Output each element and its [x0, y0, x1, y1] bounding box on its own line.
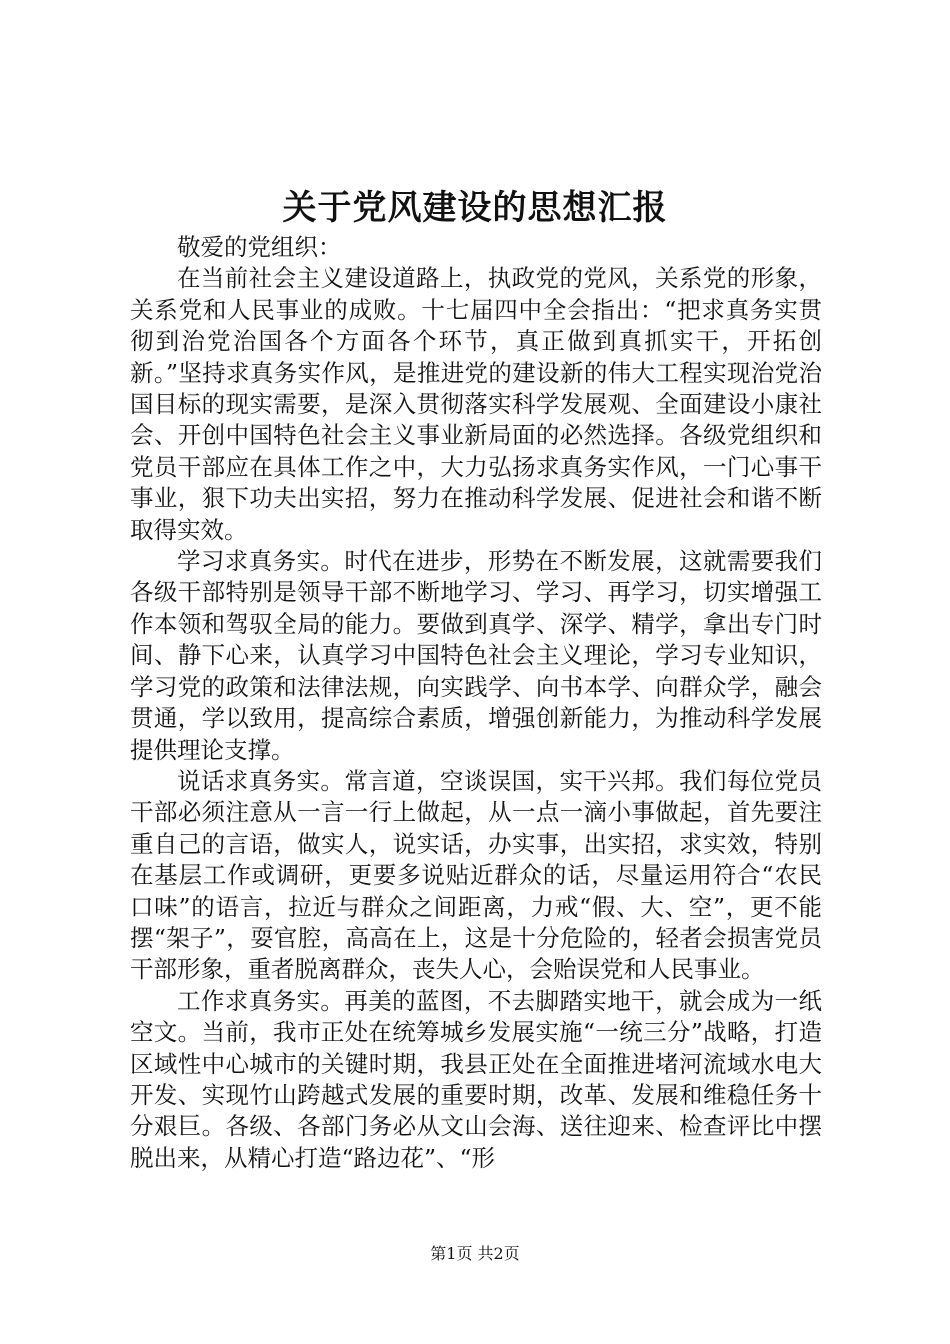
paragraph-2: 学习求真务实。时代在进步，形势在不断发展，这就需要我们各级干部特别是领导干部不断地学习、学习、再学习，切实增强工作本领和驾驭全局的能力。要做到真学、深学、精学，拿出专门时间、静下心来，认真学习中国特色社会主义理论，学习专业知识，学习党的政策和法律法规，向实践学、向书本学、向群众学，融会贯通，学以致用，提高综合素质，增强创新能力，为推动科学发展提供理论支撑。 [130, 547, 822, 764]
document-body [130, 232, 822, 1174]
salutation: 敬爱的党组织： [177, 233, 342, 261]
document-title: 关于党风建设的思想汇报 [282, 188, 668, 228]
paragraph-3: 说话求真务实。常言道，空谈误国，实干兴邦。我们每位党员干部必须注意从一言一行上做起，从一点一滴小事做起，首先要注重自己的言语，做实人，说实话，办实事，出实招，求实效，特别在基层工作或调研，更要多说贴近群众的话，尽量运用符合“农民口味”的语言，拉近与群众之间距离，力戒“假、大、空”，更不能摆“架子”，耍官腔，高高在上，这是十分危险的，轻者会损害党员干部形象，重者脱离群众，丧失人心，会贻误党和人民事业。 [130, 766, 822, 984]
page-footer: 第1页 共2页 [430, 1244, 520, 1263]
paragraph-4: 工作求真务实。再美的蓝图，不去脚踏实地干，就会成为一纸空文。当前，我市正处在统筹城乡发展实施“一统三分”战略，打造区域性中心城市的关键时期，我县正处在全面推进堵河流域水电大开发、实现竹山跨越式发展的重要时期，改革、发展和维稳任务十分艰巨。各级、各部门务必从文山会海、送往迎来、检查评比中摆脱出来，从精心打造“路边花”、“形 [130, 986, 822, 1172]
paragraph-1: 在当前社会主义建设道路上，执政党的党风，关系党的形象，关系党和人民事业的成败。十七届四中全会指出：“把求真务实贯彻到治党治国各个方面各个环节，真正做到真抓实干，开拓创新。”坚持求真务实作风，是推进党的建设新的伟大工程实现治党治国目标的现实需要，是深入贯彻落实科学发展观、全面建设小康社会、开创中国特色社会主义事业新局面的必然选择。各级党组织和党员干部应在具体工作之中，大力弘扬求真务实作风，一门心事干事业，狠下功夫出实招，努力在推动科学发展、促进社会和谐不断取得实效。 [130, 264, 822, 544]
